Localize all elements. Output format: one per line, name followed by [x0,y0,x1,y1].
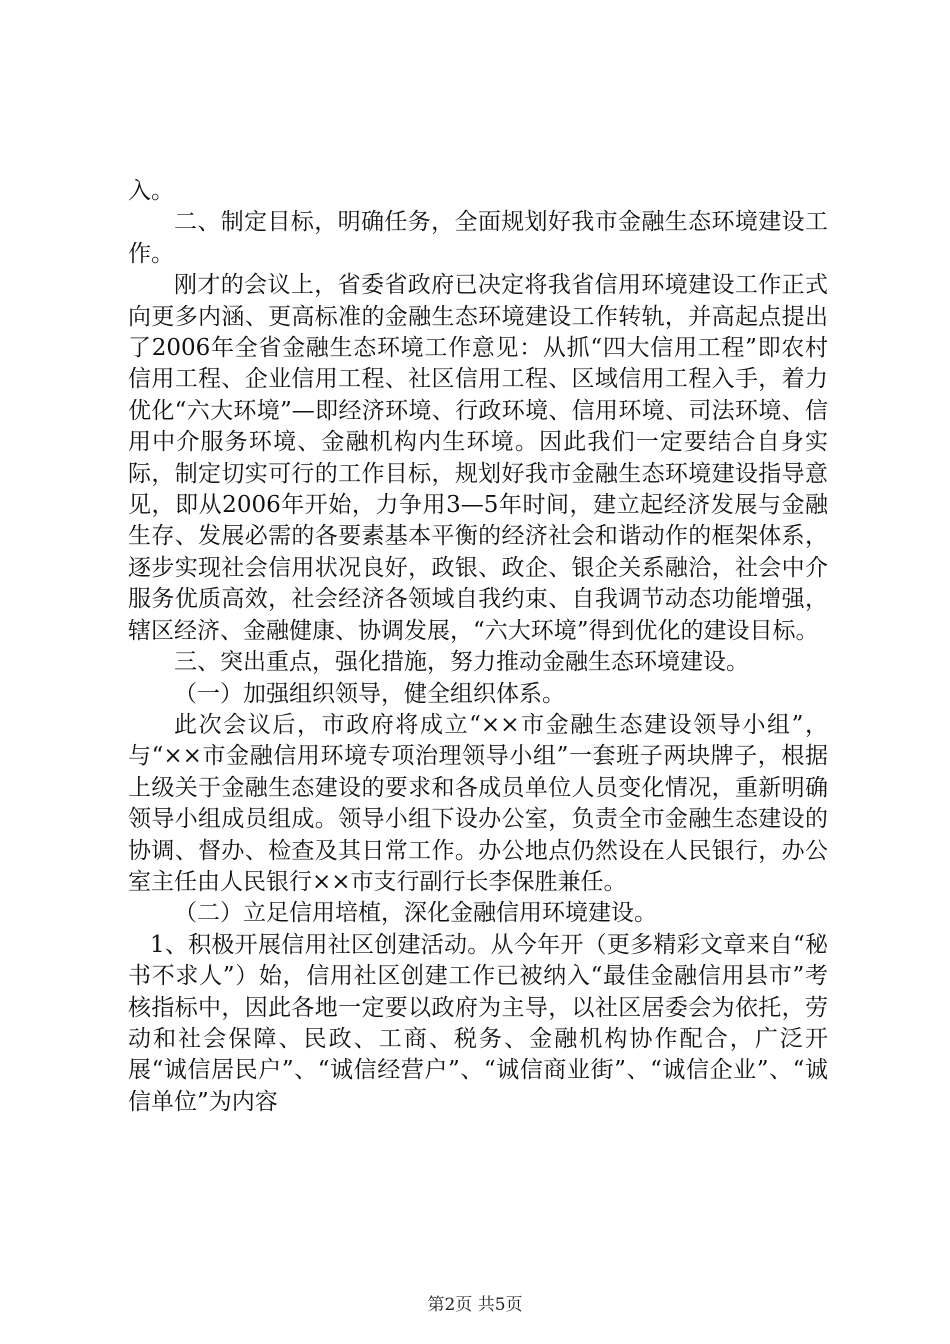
section-heading-3: 三、突出重点，强化措施，努力推动金融生态环境建设。 [174,649,749,676]
paragraph: 1、积极开展信用社区创建活动。从今年开（更多精彩文章来自“秘书不求人”）始，信用社区创建工作已被纳入“最佳金融信用县市”考核指标中，因此各地一定要以政府为主导，以社区居委会为依托，劳动和社会保障、民政、工商、税务、金融机构协作配合，广泛开展“诚信居民户”、“诚信经营户”、“诚信商业街”、“诚信企业”、“诚信单位”为内容 [128,931,828,1115]
section-heading-2: 二、制定目标，明确任务，全面规划好我市金融生态环境建设工作。 [128,209,828,267]
paragraph: 入。 [128,178,174,204]
paragraph: 刚才的会议上，省委省政府已决定将我省信用环境建设工作正式向更多内涵、更高标准的金融生态环境建设工作转轨，并高起点提出了2006年全省金融生态环境工作意见：从抓“四大信用工程”即农村信用工程、企业信用工程、社区信用工程、区域信用工程入手，着力优化“六大环境”—即经济环境、行政环境、信用环境、司法环境、信用中介服务环境、金融机构内生环境。因此我们一定要结合自身实际，制定切实可行的工作目标，规划好我市金融生态环境建设指导意见，即从2006年开始，力争用3—5年时间，建立起经济发展与金融生存、发展必需的各要素基本平衡的经济社会和谐动作的框架体系，逐步实现社会信用状况良好，政银、政企、银企关系融洽，社会中介服务优质高效，社会经济各领域自我约束、自我调节动态功能增强，辖区经济、金融健康、协调发展，“六大环境”得到优化的建设目标。 [128,272,828,644]
page-footer: 第2页 共5页 [427,1295,523,1315]
subsection-heading-2: （二）立足信用培植，深化金融信用环境建设。 [174,900,657,927]
paragraph: 此次会议后，市政府将成立“××市金融生态建设领导小组”，与“××市金融信用环境专项治理领导小组”一套班子两块牌子，根据上级关于金融生态建设的要求和各成员单位人员变化情况，重新明确领导小组成员组成。领导小组下设办公室，负责全市金融生态建设的协调、督办、检查及其日常工作。办公地点仍然设在人民银行，办公室主任由人民银行××市支行副行长李保胜兼任。 [128,711,828,895]
subsection-heading-1: （一）加强组织领导，健全组织体系。 [174,680,565,707]
document-body [128,176,828,1118]
